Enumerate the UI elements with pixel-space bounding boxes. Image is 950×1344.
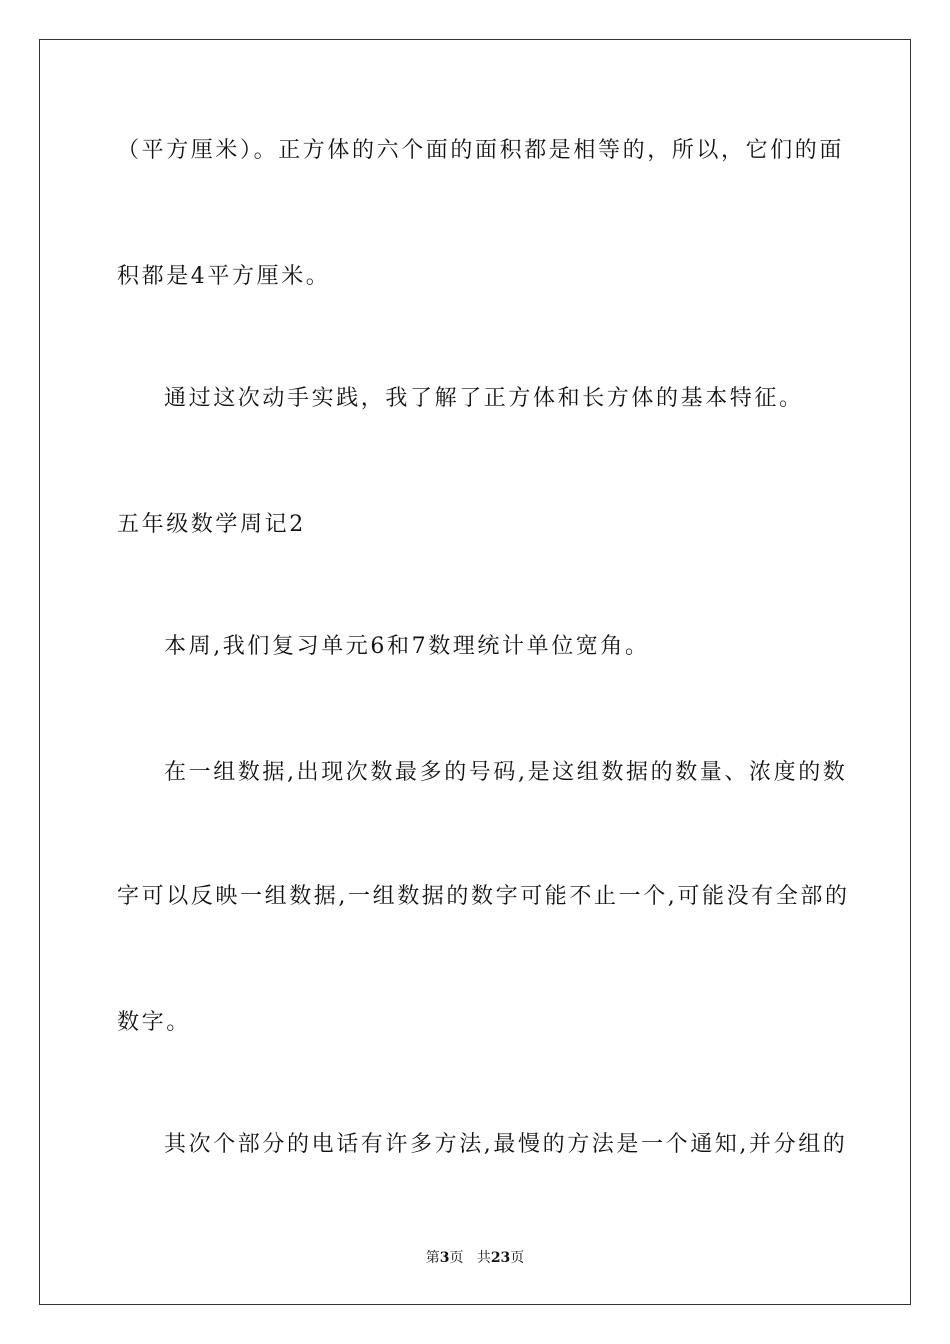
paragraph-line-1: （平方厘米）。正方体的六个面的面积都是相等的，所以，它们的面 bbox=[117, 138, 845, 163]
footer-page-suffix: 页 bbox=[449, 1250, 464, 1266]
paragraph-line-8: 数字。 bbox=[117, 1010, 191, 1035]
section-heading: 五年级数学周记2 bbox=[117, 512, 306, 537]
footer-total-pages: 23 bbox=[490, 1250, 511, 1266]
paragraph-line-5: 本周,我们复习单元6和7数理统计单位宽角。 bbox=[164, 634, 650, 659]
footer-page-number: 3 bbox=[439, 1250, 450, 1266]
paragraph-line-7: 字可以反映一组数据,一组数据的数字可能不止一个,可能没有全部的 bbox=[117, 884, 850, 909]
paragraph-line-3: 通过这次动手实践，我了解了正方体和长方体的基本特征。 bbox=[164, 386, 804, 411]
footer-total-prefix: 共 bbox=[476, 1250, 491, 1266]
footer-total-suffix: 页 bbox=[510, 1250, 525, 1266]
paragraph-line-2: 积都是4平方厘米。 bbox=[117, 264, 331, 289]
paragraph-line-9: 其次个部分的电话有许多方法,最慢的方法是一个通知,并分组的 bbox=[164, 1132, 848, 1157]
footer-page-prefix: 第 bbox=[425, 1250, 440, 1266]
page-border bbox=[39, 39, 911, 1305]
paragraph-line-6: 在一组数据,出现次数最多的号码,是这组数据的数量、浓度的数 bbox=[164, 760, 848, 785]
page-footer bbox=[0, 1248, 950, 1268]
